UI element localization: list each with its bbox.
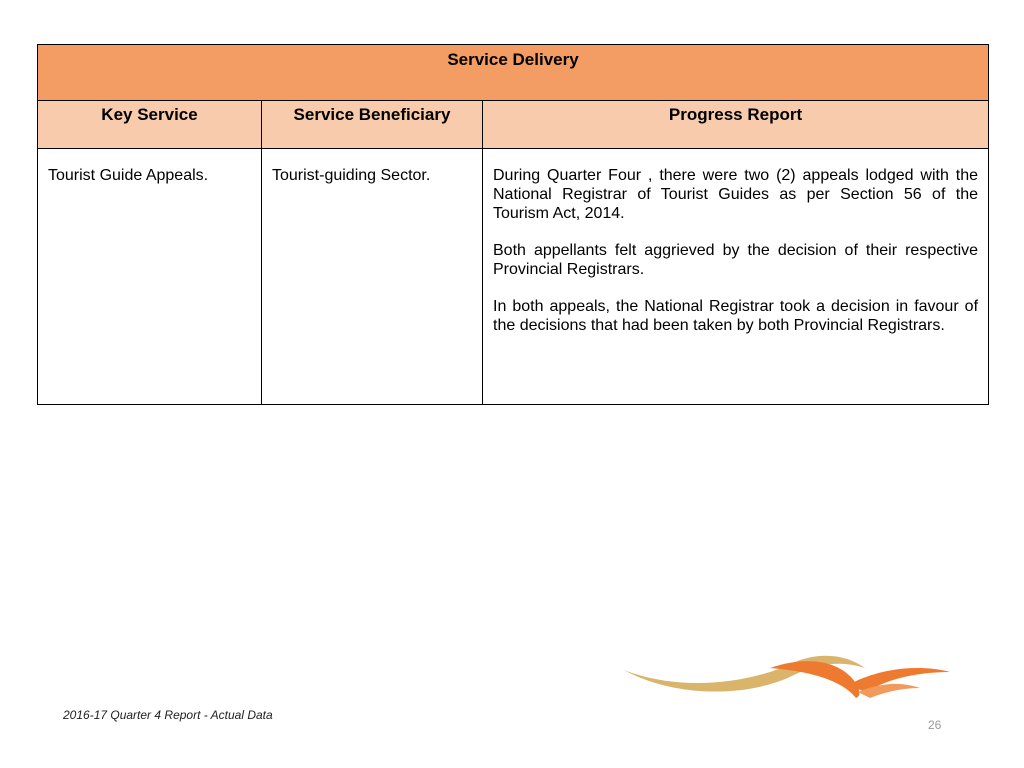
key-service-value: Tourist Guide Appeals.: [48, 167, 209, 184]
header-progress-report: Progress Report: [483, 101, 989, 149]
service-delivery-table: [37, 44, 989, 405]
header-service-beneficiary: Service Beneficiary: [262, 101, 483, 149]
table-title-row: [38, 45, 989, 101]
header-key-service: Key Service: [38, 101, 262, 149]
progress-paragraph-2: Both appellants felt aggrieved by the decision of their respective Provincial Registrars.: [493, 242, 979, 278]
swoosh-logo-icon: [620, 648, 955, 704]
cell-progress-report: [483, 149, 989, 405]
page-number: 26: [928, 718, 942, 732]
table-row: [38, 149, 989, 405]
progress-paragraph-1: During Quarter Four , there were two (2) appeals lodged with the National Registrar of Tourist Guides as per Section 56 of the Tourism Act, 2014.: [493, 167, 979, 222]
table-title: Service Delivery: [38, 45, 989, 101]
progress-paragraph-3: In both appeals, the National Registrar took a decision in favour of the decisions that had been taken by both Provincial Registrars.: [493, 298, 979, 334]
beneficiary-value: Tourist-guiding Sector.: [272, 167, 431, 184]
report-footer-label: 2016-17 Quarter 4 Report - Actual Data: [63, 708, 273, 722]
table-header-row: [38, 101, 989, 149]
cell-key-service: [38, 149, 262, 405]
cell-service-beneficiary: [262, 149, 483, 405]
